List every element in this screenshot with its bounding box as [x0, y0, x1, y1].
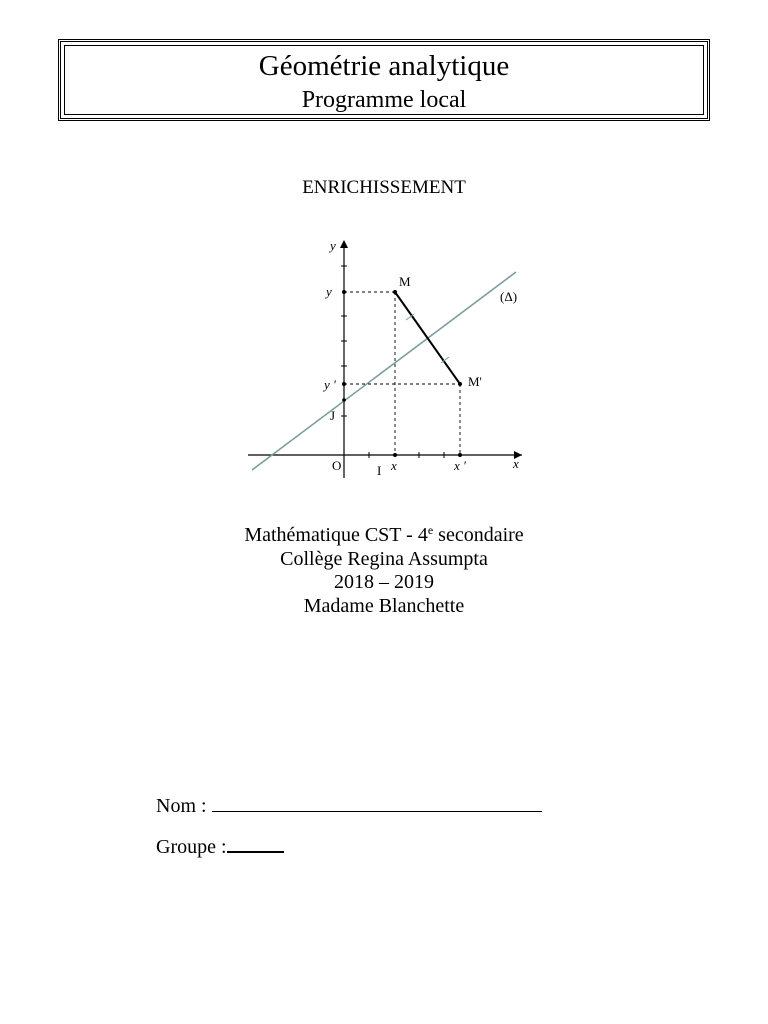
title-box	[58, 39, 710, 121]
point-m-prime	[458, 382, 462, 386]
document-subtitle: Programme local	[301, 87, 467, 113]
axis-x-label: x	[513, 456, 519, 471]
point-m-prime-label: M'	[468, 374, 482, 389]
point-x-prime-tick	[458, 453, 462, 457]
course-prefix: Mathématique CST - 4	[244, 524, 428, 546]
course-info	[0, 524, 768, 618]
name-label: Nom :	[156, 795, 207, 817]
course-superscript: e	[427, 523, 434, 537]
projection-lines	[344, 292, 460, 455]
tick-x-prime-label: x '	[454, 458, 466, 473]
line-delta-label: (Δ)	[500, 289, 518, 304]
point-m-label: M	[399, 274, 411, 289]
group-blank-line[interactable]	[227, 833, 284, 853]
point-m	[393, 290, 397, 294]
point-j	[342, 398, 346, 402]
document-title: Géométrie analytique	[258, 50, 510, 82]
unit-x-label: I	[377, 463, 382, 478]
point-x-tick	[393, 453, 397, 457]
school-year: 2018 – 2019	[334, 571, 434, 593]
geometry-figure	[240, 234, 530, 484]
name-field-row	[156, 793, 542, 818]
tick-y-prime-label: y '	[324, 377, 336, 392]
segment-m-m-prime	[395, 292, 460, 384]
course-line	[0, 524, 768, 548]
origin-label: O	[332, 458, 342, 473]
point-y-prime-tick	[342, 382, 346, 386]
axis-y-label: y	[330, 238, 336, 253]
unit-y-label: J	[330, 408, 336, 423]
group-label: Groupe :	[156, 836, 227, 858]
y-axis-arrow	[340, 240, 348, 248]
line-delta	[252, 272, 516, 470]
tick-y-label: y	[326, 284, 332, 299]
point-y-tick	[342, 290, 346, 294]
teacher-name: Madame Blanchette	[303, 594, 465, 617]
course-suffix: secondaire	[433, 524, 524, 546]
section-label: ENRICHISSEMENT	[302, 177, 466, 198]
group-field-row	[156, 833, 284, 859]
school-name: Collège Regina Assumpta	[280, 547, 488, 570]
name-blank-line[interactable]	[212, 793, 542, 812]
tick-x-label: x	[391, 458, 397, 473]
